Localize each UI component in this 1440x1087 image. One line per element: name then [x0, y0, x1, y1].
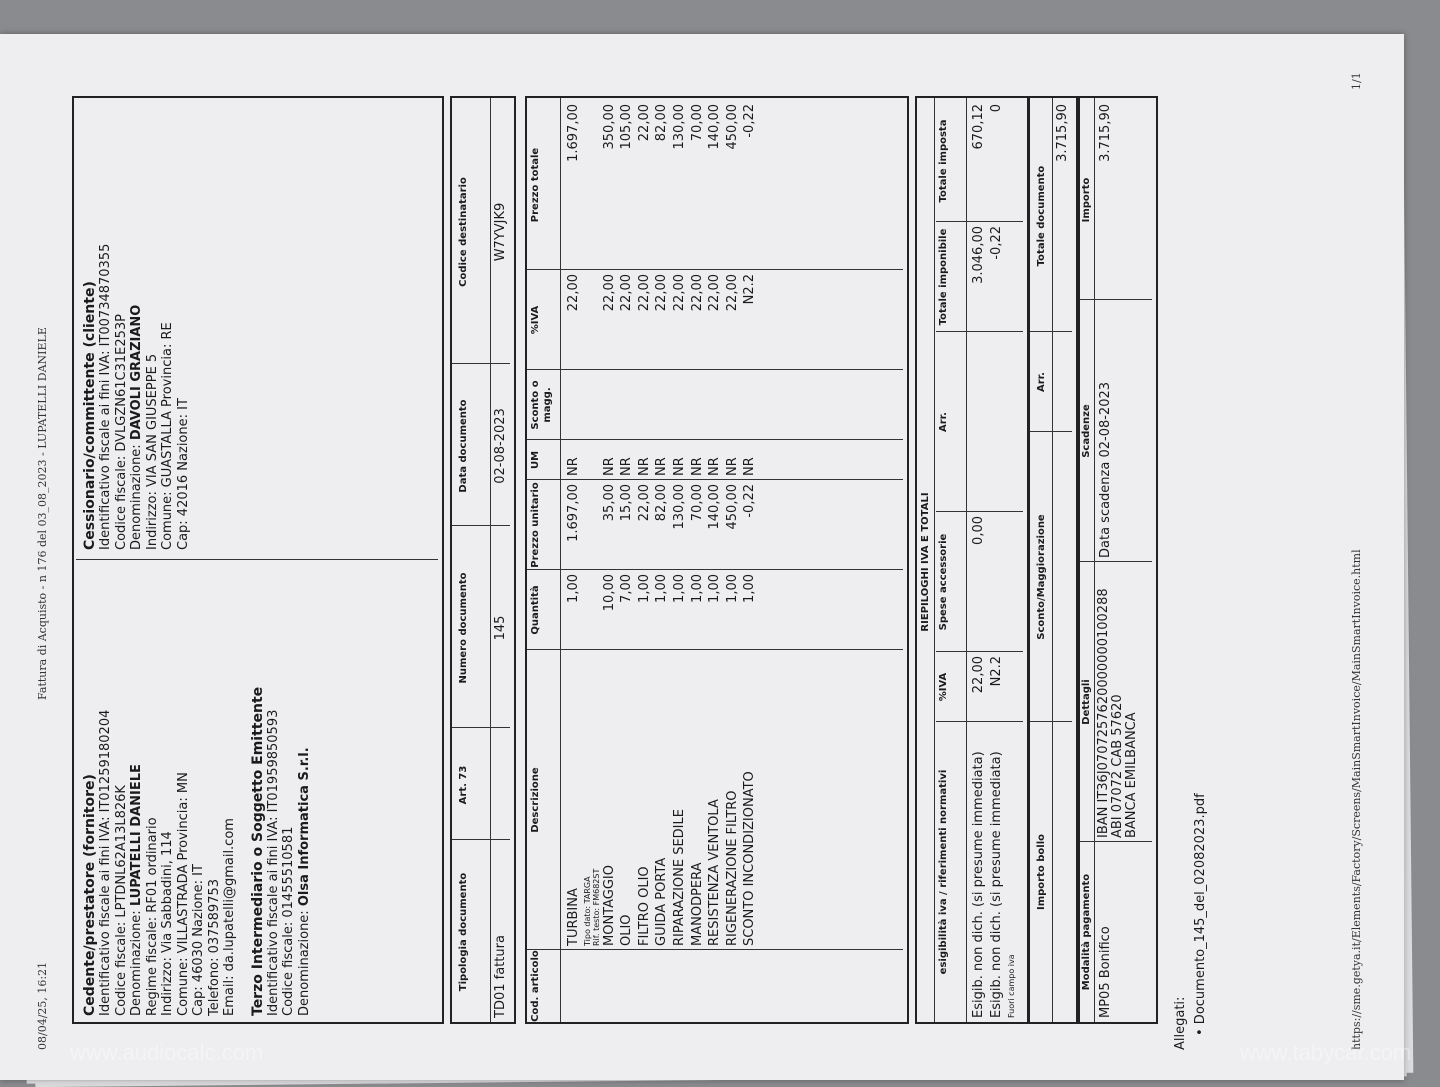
item-cell: 22,00	[654, 274, 670, 312]
payment-mode: MP05 Bonifico	[1098, 926, 1113, 1018]
intermediary-line-value: IT01959850593	[265, 709, 281, 813]
seller-line-label: Comune:	[175, 953, 191, 1016]
item-cell: 450,00	[724, 484, 740, 530]
print-title: Fattura di Acquisto - n 176 del 03_08_2023 - LUPATELLI DANIELE	[36, 327, 49, 700]
item-cell: 22,00	[689, 274, 705, 312]
watermark-left: www.audiocalc.com	[70, 1040, 264, 1065]
item-cell: -0,22	[742, 484, 758, 518]
seller-line	[191, 566, 207, 1016]
item-cell: 70,00	[689, 484, 705, 522]
seller-line-value: IT01259180204	[98, 709, 113, 813]
buyer-line	[145, 110, 161, 550]
item-cell: MONTAGGIO	[601, 865, 617, 946]
seller-line-value: 46030 Nazione: IT	[191, 864, 206, 983]
buyer-line	[160, 110, 176, 550]
buyer-line-value: GUASTALLA Provincia: RE	[160, 322, 175, 488]
item-cell: 350,00	[601, 104, 617, 150]
item-cell: 22,00	[601, 274, 617, 312]
doc-info-value: 145	[493, 615, 508, 641]
item-cell: NR	[689, 457, 705, 476]
buyer-line-label: Comune:	[160, 487, 175, 550]
item-cell: RIGENERAZIONE FILTRO	[724, 790, 740, 946]
vat-summary-cell: 3.046,00	[971, 226, 986, 284]
item-cell: 7,00	[619, 574, 635, 603]
items-header: %IVA	[530, 305, 541, 335]
print-datetime: 08/04/25, 16:21	[36, 961, 49, 1050]
seller-line	[176, 566, 192, 1016]
item-cell: 22,00	[724, 274, 740, 312]
item-cell: MANODPERA	[689, 862, 705, 946]
buyer-line-value: IT00734870355	[98, 243, 113, 347]
seller-line-value: RF01 ordinario	[144, 817, 160, 913]
item-cell: RIPARAZIONE SEDILE	[672, 809, 687, 946]
seller-line	[222, 566, 238, 1016]
attachment-bullet: •	[1193, 1024, 1208, 1036]
vat-summary-title: RIEPILOGHI IVA E TOTALI	[920, 492, 931, 632]
seller-line	[129, 566, 145, 1016]
intermediary-line-label: Identificativo fiscale ai fini IVA:	[265, 812, 281, 1016]
item-cell: 1,00	[566, 574, 581, 603]
vat-summary-header: Totale imposta	[938, 119, 949, 203]
buyer-line-value: 42016 Nazione: IT	[175, 398, 191, 517]
attachment-file: Documento_145_del_02082023.pdf	[1193, 793, 1208, 1025]
item-cell: 1,00	[724, 574, 740, 603]
seller-section	[82, 566, 312, 1016]
doc-info-header: Data documento	[458, 399, 469, 493]
seller-line-label: Regime fiscale:	[144, 912, 160, 1016]
vat-summary-header: Spese accessorie	[938, 533, 949, 631]
item-cell: 140,00	[707, 104, 723, 150]
seller-line-label: Email:	[222, 971, 237, 1016]
payment-header: Modalità pagamento	[1081, 873, 1092, 991]
buyer-line-label: Indirizzo:	[144, 486, 160, 550]
totals-value: 3.715,90	[1055, 104, 1070, 162]
items-header: UM	[530, 450, 541, 470]
doc-info-header: Codice destinatario	[458, 177, 469, 287]
doc-info-header: Tipologia documento	[458, 872, 469, 992]
item-cell: 35,00	[601, 484, 617, 522]
item-note: Rif. testo: FM682ST	[591, 868, 601, 946]
item-cell: 22,00	[619, 274, 635, 312]
item-cell: 1,00	[742, 574, 758, 603]
vat-summary-cell: -0,22	[988, 226, 1004, 260]
item-cell: RESISTENZA VENTOLA	[707, 799, 723, 946]
item-cell: 82,00	[654, 484, 670, 522]
seller-line-value: da.lupatelli@gmail.com	[222, 818, 237, 972]
item-cell: TURBINA	[566, 888, 581, 946]
vat-summary-cell: N2.2	[988, 656, 1004, 687]
doc-info-value: 02-08-2023	[493, 408, 508, 484]
buyer-line-value: DVLGZN61C31E253P	[113, 313, 129, 452]
intermediary-line-value: 01455510581	[281, 826, 296, 918]
items-header: Cod. articolo	[530, 950, 541, 1022]
vat-summary-header: Totale imponibile	[938, 228, 949, 326]
item-cell: 22,00	[672, 274, 687, 312]
item-cell: 130,00	[672, 104, 687, 150]
item-cell: 22,00	[707, 274, 723, 312]
item-cell: NR	[707, 457, 723, 476]
item-cell: SCONTO INCONDIZIONATO	[742, 771, 758, 946]
item-cell: NR	[654, 457, 670, 476]
item-cell: 105,00	[619, 104, 635, 150]
totals-header: Importo bollo	[1036, 834, 1047, 910]
item-cell: 1,00	[654, 574, 670, 603]
payment-detail: IBAN IT36J0707257620000000100288	[1096, 588, 1111, 838]
intermediary-line-label: Codice fiscale:	[281, 917, 296, 1016]
items-header: Sconto o magg.	[530, 380, 553, 430]
vat-summary-cell: 0	[988, 104, 1004, 113]
item-cell: 1,00	[636, 574, 652, 603]
seller-line	[145, 566, 161, 1016]
item-cell: 1.697,00	[566, 104, 581, 162]
vat-summary-header: Arr.	[938, 412, 949, 432]
item-cell: -0,22	[742, 104, 758, 138]
buyer-line	[129, 110, 145, 550]
items-header: Quantità	[530, 585, 541, 635]
buyer-line-value: DAVOLI GRAZIANO	[129, 304, 144, 441]
payment-detail: BANCA EMILBANCA	[1124, 712, 1139, 838]
item-cell: NR	[742, 457, 758, 476]
seller-line	[98, 566, 114, 1016]
item-cell: NR	[636, 457, 652, 476]
intermediary-line	[297, 566, 313, 1016]
vat-summary-header: esigibilità iva / riferimenti normativi	[938, 769, 949, 975]
attachment-item	[1192, 793, 1210, 1036]
item-cell: 1,00	[672, 574, 687, 603]
doc-info-header: Numero documento	[458, 572, 469, 684]
buyer-line	[114, 110, 130, 550]
items-header: Descrizione	[530, 767, 541, 833]
totals-header: Arr.	[1036, 372, 1047, 392]
document-sheet	[0, 34, 1404, 1080]
seller-line	[160, 566, 176, 1016]
vat-summary-cell: 22,00	[971, 656, 986, 694]
item-cell: 22,00	[636, 484, 652, 522]
item-cell: 1.697,00	[566, 484, 581, 542]
item-cell: 22,00	[636, 104, 652, 142]
items-header: Prezzo totale	[530, 147, 541, 223]
buyer-line-value: VIA SAN GIUSEPPE 5	[144, 353, 160, 487]
buyer-line	[98, 110, 114, 550]
item-note: Tipo dato: TARGA	[582, 876, 592, 946]
buyer-line	[176, 110, 192, 550]
item-cell: 70,00	[689, 104, 705, 142]
totals-header: Sconto/Maggiorazione	[1036, 514, 1047, 640]
item-cell: 10,00	[601, 574, 617, 612]
seller-line-label: Denominazione:	[129, 906, 144, 1016]
buyer-line-label: Cap:	[175, 516, 191, 550]
doc-info-header: Art. 73	[458, 765, 469, 805]
attachments-label: Allegati:	[1173, 996, 1188, 1050]
doc-info-value: W7YVJK9	[493, 202, 508, 262]
intermediary-line	[281, 566, 297, 1016]
vat-summary-note: Fuori campo iva	[1007, 954, 1017, 1018]
item-cell: 1,00	[689, 574, 705, 603]
seller-line-value: LUPATELLI DANIELE	[129, 764, 144, 907]
doc-info-value: TD01 fattura	[493, 935, 508, 1018]
item-cell: 82,00	[654, 104, 670, 142]
item-cell: NR	[619, 457, 635, 476]
invoice-page	[0, 34, 1404, 1080]
item-cell: NR	[724, 457, 740, 476]
item-cell: GUIDA PORTA	[654, 857, 670, 946]
buyer-section	[82, 110, 191, 550]
seller-line-value: Via Sabbadini, 114	[160, 831, 175, 953]
seller-line	[114, 566, 130, 1016]
vat-summary-cell: 670,12	[971, 104, 986, 150]
buyer-line-label: Codice fiscale:	[113, 451, 129, 550]
item-cell: 140,00	[707, 484, 723, 530]
item-cell: NR	[601, 457, 617, 476]
vat-summary-cell: Esigib. non dich. (si presume immediata)	[988, 751, 1004, 1018]
vat-summary-cell: Esigib. non dich. (si presume immediata)	[971, 751, 986, 1018]
item-cell: 130,00	[672, 484, 687, 530]
watermark-right: www.tabycar.com	[1240, 1040, 1412, 1065]
footer-page: 1/1	[1350, 72, 1363, 90]
item-cell: OLIO	[619, 914, 635, 946]
seller-line-value: 037589753	[206, 878, 222, 954]
seller-line-label: Codice fiscale:	[113, 917, 129, 1016]
item-cell: 22,00	[566, 274, 581, 312]
seller-line	[207, 566, 223, 1016]
item-cell: 450,00	[724, 104, 740, 150]
items-header: Prezzo unitario	[530, 482, 541, 568]
item-cell: FILTRO OLIO	[636, 866, 652, 946]
buyer-line-label: Identificativo fiscale ai fini IVA:	[98, 346, 113, 550]
buyer-line-label: Denominazione:	[129, 440, 144, 550]
intermediary-line-label: Denominazione:	[296, 906, 312, 1016]
payment-header: Importo	[1081, 177, 1092, 223]
payment-amount: 3.715,90	[1098, 104, 1113, 162]
payment-header: Scadenze	[1081, 404, 1092, 458]
buyer-title: Cessionario/committente (cliente)	[82, 281, 98, 550]
seller-line-label: Identificativo fiscale ai fini IVA:	[98, 812, 113, 1016]
item-cell: NR	[566, 457, 581, 476]
totals-header: Totale documento	[1036, 165, 1047, 267]
seller-line-value: VILLASTRADA Provincia: MN	[175, 772, 191, 954]
vat-summary-cell: 0,00	[971, 516, 986, 545]
intermediary-title: Terzo Intermediario o Soggetto Emittente	[249, 686, 266, 1016]
item-cell: 15,00	[619, 484, 635, 522]
seller-line-value: LPTDNL62A13L826K	[113, 785, 129, 918]
seller-line-label: Cap:	[191, 982, 206, 1016]
payment-due: Data scadenza 02-08-2023	[1098, 381, 1113, 558]
item-cell: N2.2	[742, 274, 758, 305]
payment-header: Dettagli	[1081, 679, 1092, 725]
item-cell: 22,00	[636, 274, 652, 312]
intermediary-line	[266, 566, 282, 1016]
payment-detail: ABI 07072 CAB 57620	[1110, 694, 1125, 838]
item-cell: NR	[672, 457, 687, 476]
item-cell: 1,00	[707, 574, 723, 603]
intermediary-line-value: Olsa Informatica S.r.l.	[296, 747, 312, 907]
vat-summary-header: %IVA	[938, 672, 949, 702]
footer-url: https://sme.getya.it/Elements/Factory/Screens/MainSmartInvoice/MainSmartInvoice.html	[1350, 549, 1363, 1050]
seller-title: Cedente/prestatore (fornitore)	[82, 774, 98, 1016]
seller-line-label: Telefono:	[206, 953, 222, 1016]
seller-line-label: Indirizzo:	[160, 952, 175, 1016]
